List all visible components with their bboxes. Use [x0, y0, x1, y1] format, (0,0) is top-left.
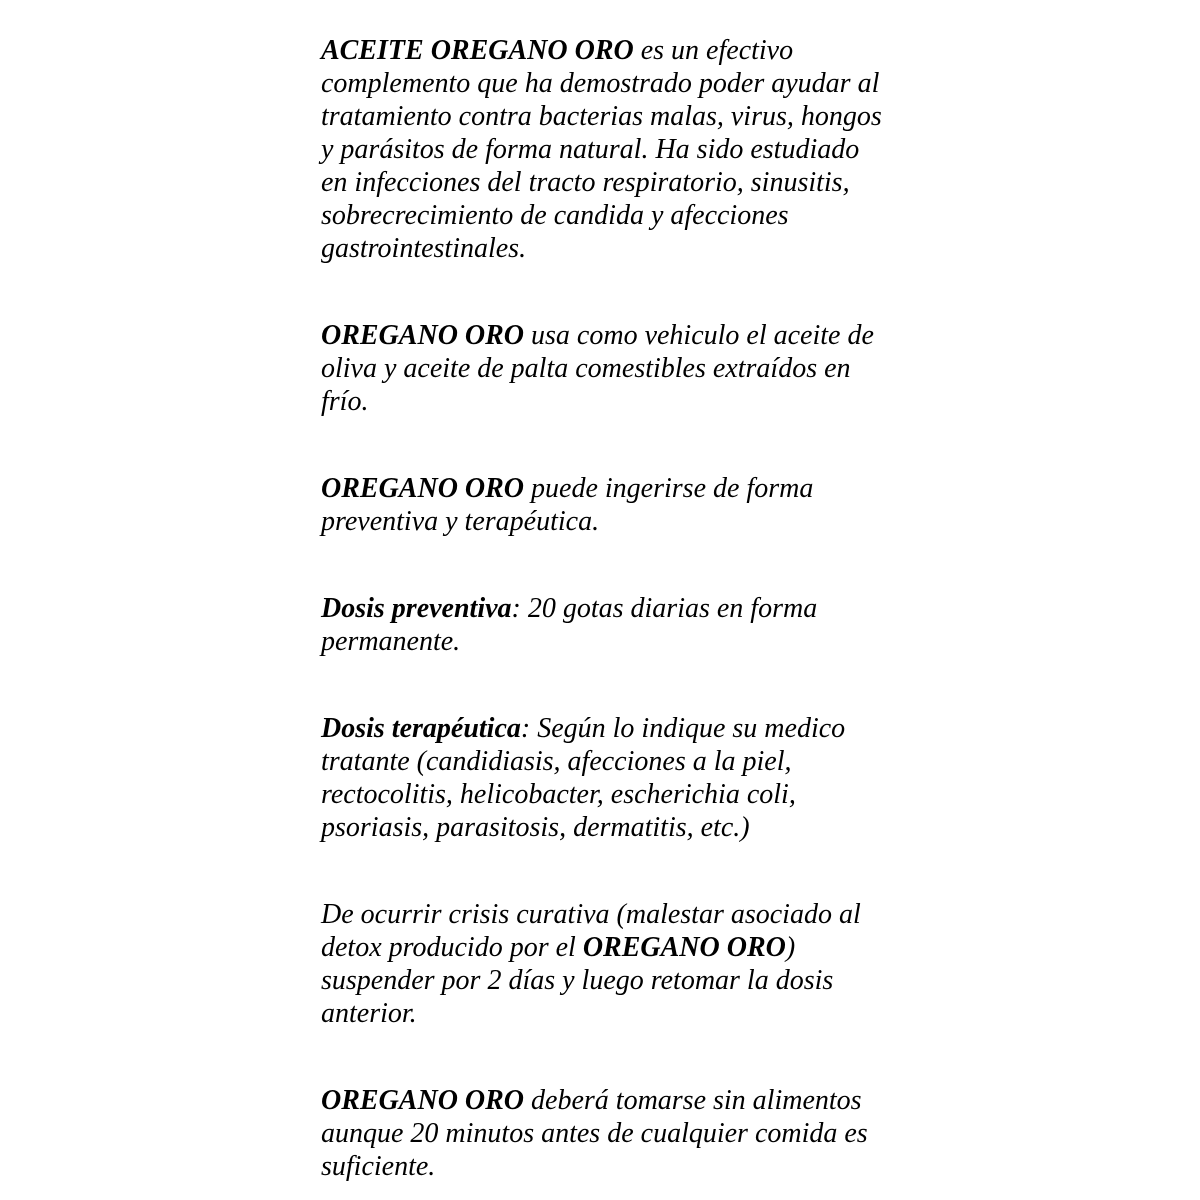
text-line — [321, 592, 1200, 625]
text-segment: deberá tomarse sin alimentos — [524, 1085, 862, 1116]
text-line: De ocurrir crisis curativa (malestar asociado al — [321, 899, 861, 930]
healing-crisis-paragraph — [321, 898, 1200, 1030]
intake-paragraph — [321, 1084, 1200, 1183]
text-line: preventiva y terapéutica. — [321, 506, 600, 537]
therapeutic-dose-paragraph — [321, 712, 1200, 844]
text-line: permanente. — [321, 626, 461, 657]
therapeutic-dose-label: Dosis terapéutica — [321, 713, 521, 744]
intro-paragraph — [321, 34, 1200, 265]
product-name: OREGANO ORO — [582, 932, 786, 963]
product-name: ACEITE OREGANO ORO — [321, 35, 634, 66]
text-segment: usa como vehiculo el aceite de — [524, 320, 874, 351]
text-segment: : 20 gotas diarias en forma — [511, 593, 818, 624]
text-line: gastrointestinales. — [321, 233, 527, 264]
text-segment: ) — [785, 932, 796, 963]
text-line: en infecciones del tracto respiratorio, sinusitis, — [321, 167, 850, 198]
text-line: tratamiento contra bacterias malas, virus, hongos — [321, 101, 882, 132]
text-line: tratante (candidiasis, afecciones a la piel, — [321, 746, 792, 777]
text-line — [321, 34, 1200, 67]
product-name: OREGANO ORO — [321, 1085, 525, 1116]
product-name: OREGANO ORO — [321, 473, 525, 504]
text-line — [321, 472, 1200, 505]
text-line: anterior. — [321, 998, 417, 1029]
text-line: sobrecrecimiento de candida y afecciones — [321, 200, 789, 231]
vehicle-paragraph — [321, 319, 1200, 418]
text-line — [321, 1084, 1200, 1117]
text-segment: detox producido por el — [321, 932, 583, 963]
text-line: rectocolitis, helicobacter, escherichia coli, — [321, 779, 796, 810]
text-line: suspender por 2 días y luego retomar la dosis — [321, 965, 834, 996]
product-name: OREGANO ORO — [321, 320, 525, 351]
text-line: psoriasis, parasitosis, dermatitis, etc.) — [321, 812, 750, 843]
text-segment: : Según lo indique su medico — [520, 713, 846, 744]
text-segment: es un efectivo — [633, 35, 794, 66]
preventive-dose-label: Dosis preventiva — [321, 593, 512, 624]
text-segment: puede ingerirse de forma — [524, 473, 814, 504]
usage-paragraph — [321, 472, 1200, 538]
text-line: frío. — [321, 386, 369, 417]
preventive-dose-paragraph — [321, 592, 1200, 658]
text-line: y parásitos de forma natural. Ha sido estudiado — [321, 134, 860, 165]
text-line — [321, 712, 1200, 745]
text-line — [321, 319, 1200, 352]
text-line: suficiente. — [321, 1151, 436, 1182]
text-line: oliva y aceite de palta comestibles extraídos en — [321, 353, 851, 384]
text-line: aunque 20 minutos antes de cualquier comida es — [321, 1118, 868, 1149]
text-line — [321, 931, 1200, 964]
text-line: complemento que ha demostrado poder ayudar al — [321, 68, 880, 99]
